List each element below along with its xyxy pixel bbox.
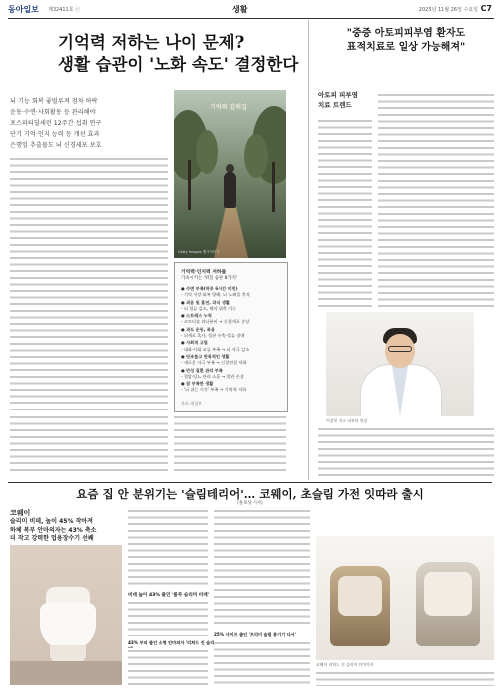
feature-headline	[58, 32, 308, 76]
column-quote	[318, 27, 494, 55]
box-source: 자료: 편집부	[181, 401, 202, 406]
doctor-portrait	[326, 312, 474, 416]
bidet-icon	[40, 603, 96, 649]
list-item: - 새로운 자극 부족 → 신경연결 약화	[181, 360, 247, 366]
publication-date: 2025년 11월 26일 수요일	[418, 7, 478, 13]
list-item: - 코르티솔 과다분비 → 신경세포 손상	[181, 319, 250, 325]
ad-body-col2c	[128, 648, 208, 686]
column-body-left	[318, 118, 372, 308]
list-item: ● 만성 질환 관리 부족	[181, 367, 223, 373]
column-divider	[308, 20, 309, 480]
ad-subhead-2: 43% 부피 줄인 소형 안마의자 '리쳐드 진 슬리	[128, 640, 215, 645]
chair-caption: 코웨이 리쳐드 진 슬리머 안마의자	[316, 662, 374, 667]
photo-sign-text: 기억력 감퇴길	[210, 104, 247, 111]
list-item: ● 단조롭고 반복적인 생활	[181, 353, 230, 359]
feature-headline-line1: 기억력 저하는 나이 문제?	[58, 33, 245, 52]
feature-body-column-1b	[10, 414, 168, 474]
section-title: 생활	[232, 5, 248, 14]
lead-line: 은행잎 추출물도 뇌 신경세포 보호	[10, 142, 102, 149]
kicker-line: 하체 복부 안마의자는 43% 축소	[10, 526, 97, 534]
list-item: ● 사회적 고립	[181, 340, 208, 346]
column-body-bottom	[318, 426, 494, 478]
risk-habits-box	[174, 262, 288, 412]
page-number: C7	[480, 4, 492, 13]
byline-line2: 치료 트렌드	[318, 101, 352, 109]
list-item: ● 잠 부족한 생활	[181, 381, 214, 387]
ad-supertag: (홍보성 기사)	[237, 501, 263, 506]
list-item: ● 과도 운동, 폭음	[181, 326, 215, 332]
ad-body-col3a	[214, 508, 310, 628]
newspaper-logo: 동아일보	[8, 5, 39, 14]
byline-line1: 아토피 피부염	[318, 91, 358, 99]
ad-body-col3b	[214, 640, 310, 686]
ad-subhead-3: 25% 사이즈 줄인 '프리미 슬림 통기기 다사'	[214, 632, 297, 637]
box-list	[181, 285, 283, 394]
photo-credit: Getty Images 뱅크이미지	[178, 250, 220, 254]
quote-line2: 표적치료로 일상 가능해져"	[346, 42, 466, 53]
feature-headline-line2: 생활 습관이 '노화 속도' 결정한다	[58, 55, 299, 74]
feature-body-column-2b	[174, 414, 286, 474]
feature-photo	[174, 90, 286, 258]
lead-line: 운동·수면·사회활동 등 관리해야	[10, 109, 96, 116]
ad-body-col4	[316, 670, 494, 686]
doctor-caption: 이강현 지소 피부과 원장	[326, 418, 368, 423]
massage-chair-photo	[316, 536, 494, 660]
list-item: - 대화·사회 교류 부족 → 뇌 자극 감소	[181, 346, 250, 352]
column-header	[318, 18, 494, 83]
column-byline	[318, 90, 372, 110]
lead-line: 뇌 기능 회복 좋빌루져 점차 하락	[10, 98, 98, 105]
masthead	[8, 4, 492, 19]
list-item: ● 수면 부족(하루 6시간 미만)	[181, 286, 238, 291]
list-item: - 혈압·당뇨 관리 소홀 → 혈관 손상	[181, 373, 244, 379]
lead-line: 포스파티딜세린 12주간 섭취 연구	[10, 120, 102, 127]
list-item: - 뇌 혈류 감소, 해마 위축 가능	[181, 305, 237, 311]
column-body-right	[378, 92, 494, 308]
feature-body-column-1	[10, 156, 168, 410]
ad-brand: 코웨이	[10, 509, 31, 517]
list-item: ● 스트레스 누적	[181, 313, 212, 319]
ad-headline: 요즘 집 안 분위기는 '슬림테리어'… 코웨이, 초슬림 가전 잇따라 출시	[76, 487, 424, 501]
section-rule	[8, 482, 492, 483]
list-item: - 기억 저장·회복 방해, 뇌 노폐물 축적	[181, 292, 250, 298]
box-subtitle: 가속시키는 '위험 습관 8가지'	[181, 276, 238, 281]
kicker-line: 더 작고 강력한 업용장수기 선봬	[10, 535, 94, 542]
feature-lead	[10, 96, 168, 151]
issue-number: 제32411호 ⓒ	[48, 7, 81, 13]
kicker-line: 슬리미 비데, 높이 45% 작아져	[10, 518, 93, 525]
bidet-photo	[10, 545, 122, 685]
quote-line1: "중증 아토피피부염 환자도	[346, 28, 466, 39]
lead-line: 단기 기억·인지 능력 등 개선 효과	[10, 131, 100, 138]
ad-body-col2a	[128, 508, 208, 588]
ad-subhead-1: 비데 높이 43% 줄인 '룸루 슬리머 비데'	[128, 593, 210, 598]
list-item: - 뇌세포 혹사, 혈관 수축·혈류 장애	[181, 333, 245, 339]
list-item: ● 과음 및 흡연, 과식 생활	[181, 299, 230, 305]
box-title: 기억력·인지력 저하를	[181, 270, 227, 275]
list-item: - '뇌 쉬는 시간' 부족 → 기억력 저하	[181, 387, 247, 393]
ad-body-col2b	[128, 600, 208, 636]
